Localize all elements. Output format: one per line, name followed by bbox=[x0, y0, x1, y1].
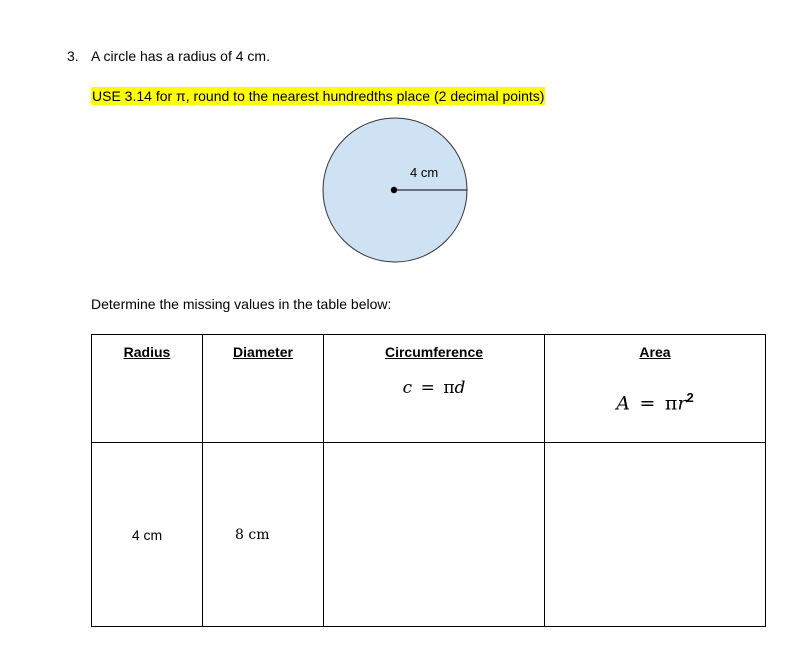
header-circumference: Circumference bbox=[384, 344, 484, 360]
table-header-row bbox=[92, 335, 766, 443]
radius-label: 4 cm bbox=[410, 165, 439, 180]
formula-c-eq: = bbox=[420, 378, 435, 398]
table-prompt: Determine the missing values in the table below: bbox=[91, 296, 392, 312]
question-number: 3. bbox=[67, 48, 79, 64]
circumference-formula bbox=[324, 378, 544, 398]
values-table bbox=[91, 334, 766, 627]
header-diameter: Diameter bbox=[233, 344, 293, 360]
table-row bbox=[92, 443, 766, 627]
formula-a-pi: π bbox=[664, 392, 678, 415]
circle-diagram bbox=[318, 114, 472, 268]
cell-circumference-answer[interactable] bbox=[324, 443, 545, 627]
cell-diameter-value: 8 cm bbox=[203, 443, 324, 627]
cell-area-answer[interactable] bbox=[545, 443, 766, 627]
header-area: Area bbox=[639, 344, 671, 360]
center-point bbox=[391, 187, 397, 193]
area-formula bbox=[545, 390, 765, 414]
question-text: A circle has a radius of 4 cm. bbox=[91, 48, 270, 64]
formula-a-eq: = bbox=[639, 392, 656, 415]
header-circumference-cell bbox=[324, 335, 545, 443]
highlighted-instruction: USE 3.14 for π, round to the nearest hundredths place (2 decimal points) bbox=[92, 88, 545, 104]
formula-a-var: r bbox=[677, 392, 687, 415]
formula-a-lhs: A bbox=[616, 392, 630, 415]
formula-c-var: d bbox=[454, 378, 466, 398]
header-diameter-cell bbox=[203, 335, 324, 443]
header-radius-cell bbox=[92, 335, 203, 443]
formula-c-lhs: c bbox=[402, 378, 413, 398]
header-radius: Radius bbox=[123, 344, 171, 360]
header-area-cell bbox=[545, 335, 766, 443]
formula-a-exponent: 2 bbox=[686, 390, 694, 405]
cell-radius-value: 4 cm bbox=[92, 443, 203, 627]
formula-c-pi: π bbox=[443, 378, 455, 398]
